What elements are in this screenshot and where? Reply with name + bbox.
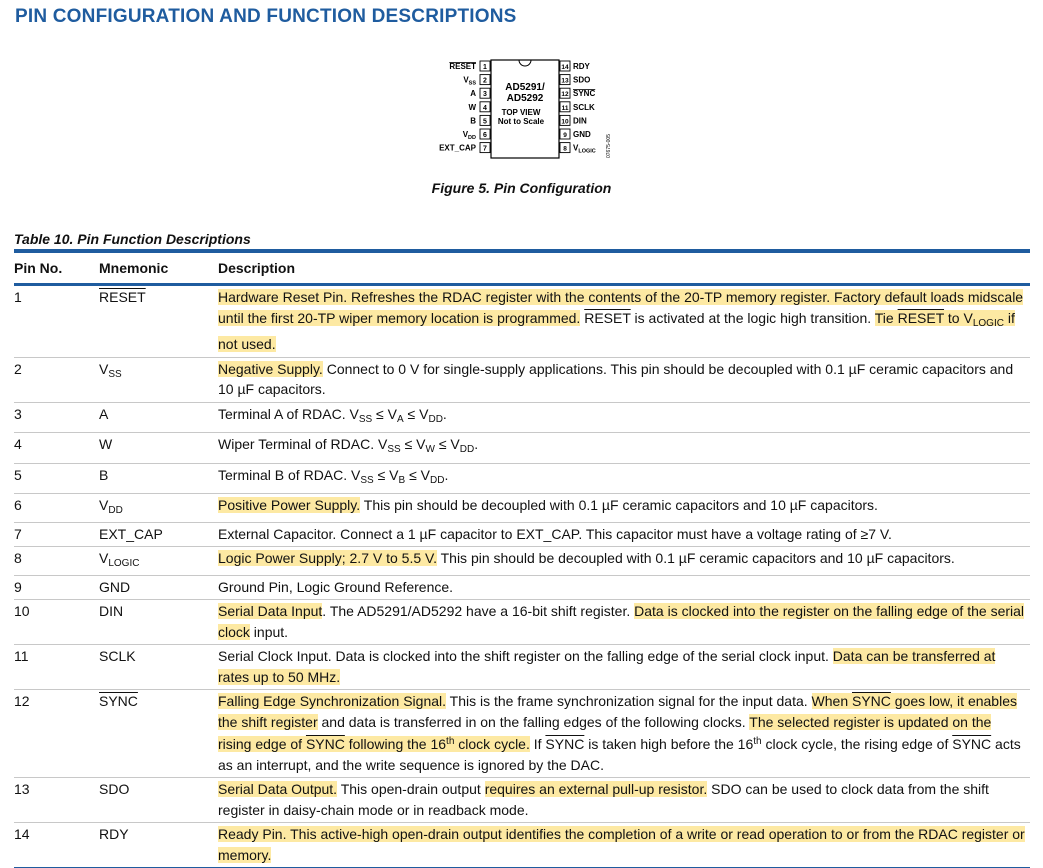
pin-mnemonic: $V_{SS}$ (99, 360, 122, 380)
pin-description: External Capacitor. Connect a 1 µF capacitor to EXT_CAP. This capacitor must have a voltage rating of ≥7 V. (218, 525, 892, 542)
pin-number: 2 (483, 77, 487, 85)
table-row (14, 690, 1030, 778)
pin-number: 4 (483, 104, 487, 112)
pin-description: Falling Edge Synchronization Signal. This is the frame synchronization signal for the input data. When SYNC goes low, it enables the shift register and data is transferred in on the falling edges of the following clocks. The selected register is updated on the rising edge of SYNC following the 16th clock cycle. If SYNC is taken high before the 16th clock cycle, the rising edge of SYNC acts as an interrupt, and the write sequence is ignored by the DAC. (218, 693, 1021, 773)
pin-description: Ground Pin, Logic Ground Reference. (218, 578, 454, 595)
pin-description: Hardware Reset Pin. Refreshes the RDAC register with the contents of the 20-TP memory register. Factory default loads midscale until the first 20-TP wiper memory location is programmed. RESET is activated at the logic high transition. Tie RESET to $V_{LOGIC}$ if not used. (218, 289, 1024, 352)
pin-number: 4 (14, 436, 22, 452)
table-row (14, 600, 1030, 645)
pin-number: 3 (483, 91, 487, 99)
pin-description: Serial Data Input. The AD5291/AD5292 have a 16-bit shift register. Data is clocked into the register on the falling edge of the serial clock input. (218, 603, 1025, 640)
pin-description: Serial Clock Input. Data is clocked into the shift register on the falling edge of the serial clock input. Data can be transferred at rates up to 50 MHz. (218, 648, 996, 685)
table-caption: Table 10. Pin Function Descriptions (14, 231, 251, 247)
pin-number: 8 (14, 550, 22, 566)
header-mnemonic: Mnemonic (99, 260, 169, 276)
chip-name-1: AD5291/ (505, 82, 545, 93)
pin-number: 14 (14, 826, 30, 842)
table-row (14, 286, 1030, 358)
pin-mnemonic: $V_{LOGIC}$ (99, 550, 140, 569)
pin-number: 5 (14, 466, 22, 483)
table-row (14, 494, 1030, 523)
pin-label: SDO (573, 75, 591, 85)
header-description: Description (218, 260, 296, 276)
pin-label: RDY (573, 62, 590, 71)
pin-number: 14 (561, 64, 569, 71)
pin-label: B (470, 116, 476, 126)
pin-label: DIN (573, 116, 587, 126)
table-row (14, 358, 1030, 403)
pin-description: Serial Data Output. This open-drain output requires an external pull-up resistor. SDO can be used to clock data from the shift register in daisy-chain mode or in readback mode. (218, 781, 989, 818)
pin-label: RESET (449, 62, 476, 71)
table-row (14, 433, 1030, 464)
pin-mnemonic: A (99, 405, 109, 422)
pin-description: Logic Power Supply; 2.7 V to 5.5 V. This pin should be decoupled with 0.1 µF ceramic capacitors and 10 µF capacitors. (218, 550, 955, 566)
pin-number: 3 (14, 405, 22, 422)
pin-number: 6 (483, 132, 487, 139)
table-header-row (14, 253, 1030, 283)
pin-number: 9 (563, 132, 567, 139)
view-label-1: TOP VIEW (501, 108, 541, 117)
pin-number: 11 (14, 648, 29, 664)
pin-description: Positive Power Supply. This pin should be decoupled with 0.1 µF ceramic capacitors and 10 µF capacitors. (218, 497, 878, 513)
pin-mnemonic: DIN (99, 603, 124, 619)
pin-label: SYNC (573, 89, 596, 99)
table-row (14, 576, 1030, 601)
table-row (14, 823, 1030, 867)
table-row (14, 464, 1030, 495)
figure-caption: Figure 5. Pin Configuration (431, 180, 612, 196)
pin-label: A (470, 89, 476, 99)
pin-number: 12 (14, 693, 30, 709)
table-row (14, 645, 1030, 690)
table-row (14, 403, 1030, 434)
pin-mnemonic: $V_{DD}$ (99, 497, 123, 516)
section-title: PIN CONFIGURATION AND FUNCTION DESCRIPTIONS (15, 6, 517, 27)
pin-number: 5 (483, 118, 487, 126)
pin-label: W (468, 102, 476, 112)
pin-label: GND (573, 130, 591, 139)
pin-mnemonic: SCLK (99, 648, 136, 664)
pin-configuration-diagram (418, 58, 618, 168)
chip-name-2: AD5292 (506, 93, 544, 104)
document-code: 07675-005 (606, 134, 612, 158)
pin-description: Wiper Terminal of RDAC. $V_{SS} \le V_W \le V_{DD}$. (218, 436, 479, 455)
chip-svg (418, 58, 618, 168)
pin-number: 9 (14, 578, 22, 595)
pin-mnemonic: SYNC (99, 693, 138, 709)
pin-number: 7 (483, 145, 487, 153)
pin-description: Negative Supply. Connect to 0 V for single-supply applications. This pin should be decoupled with 0.1 µF ceramic capacitors and 10 µF capacitors. (218, 360, 1014, 397)
pin-description: Ready Pin. This active-high open-drain output identifies the completion of a write or read operation to or from the RDAC register or memory. (218, 826, 1025, 863)
pin-mnemonic: SDO (99, 781, 130, 797)
pin-mnemonic: GND (99, 578, 131, 595)
pin-number: 7 (14, 525, 22, 542)
pin-label: $V_{SS}$ (463, 75, 476, 87)
pin-number: 13 (561, 77, 569, 85)
pin-number: 8 (563, 145, 567, 153)
view-label-2: Not to Scale (497, 117, 545, 126)
pin-function-table (14, 249, 1030, 868)
pin-label: $V_{LOGIC}$ (573, 143, 596, 155)
pin-number: 6 (14, 497, 22, 513)
table-row (14, 523, 1030, 548)
pin-description: Terminal A of RDAC. $V_{SS} \le V_A \le V_{DD}$. (218, 405, 447, 425)
pin-label: SCLK (573, 102, 595, 112)
right-pin-group (560, 61, 596, 155)
left-pin-group (439, 61, 490, 153)
pin-mnemonic: B (99, 466, 109, 483)
pin-description: Terminal B of RDAC. $V_{SS} \le V_B \le V_{DD}$. (218, 466, 449, 486)
pin-mnemonic: RDY (99, 826, 129, 842)
pin-number: 13 (14, 781, 30, 797)
pin-number: 1 (14, 289, 22, 305)
pin-mnemonic: W (99, 436, 113, 452)
pin-number: 10 (14, 603, 30, 619)
pin-number: 1 (483, 64, 487, 71)
pin-number: 2 (14, 360, 22, 377)
table-row (14, 778, 1030, 823)
pin-label: $V_{DD}$ (462, 130, 476, 141)
pin-number: 12 (561, 91, 569, 99)
table-row (14, 547, 1030, 576)
pin-mnemonic: RESET (99, 289, 146, 305)
pin-number: 10 (561, 118, 569, 126)
pin-label: EXT_CAP (439, 143, 476, 153)
header-pin-no: Pin No. (14, 260, 63, 276)
pin-mnemonic: EXT_CAP (99, 525, 163, 542)
pin-number: 11 (561, 104, 569, 112)
